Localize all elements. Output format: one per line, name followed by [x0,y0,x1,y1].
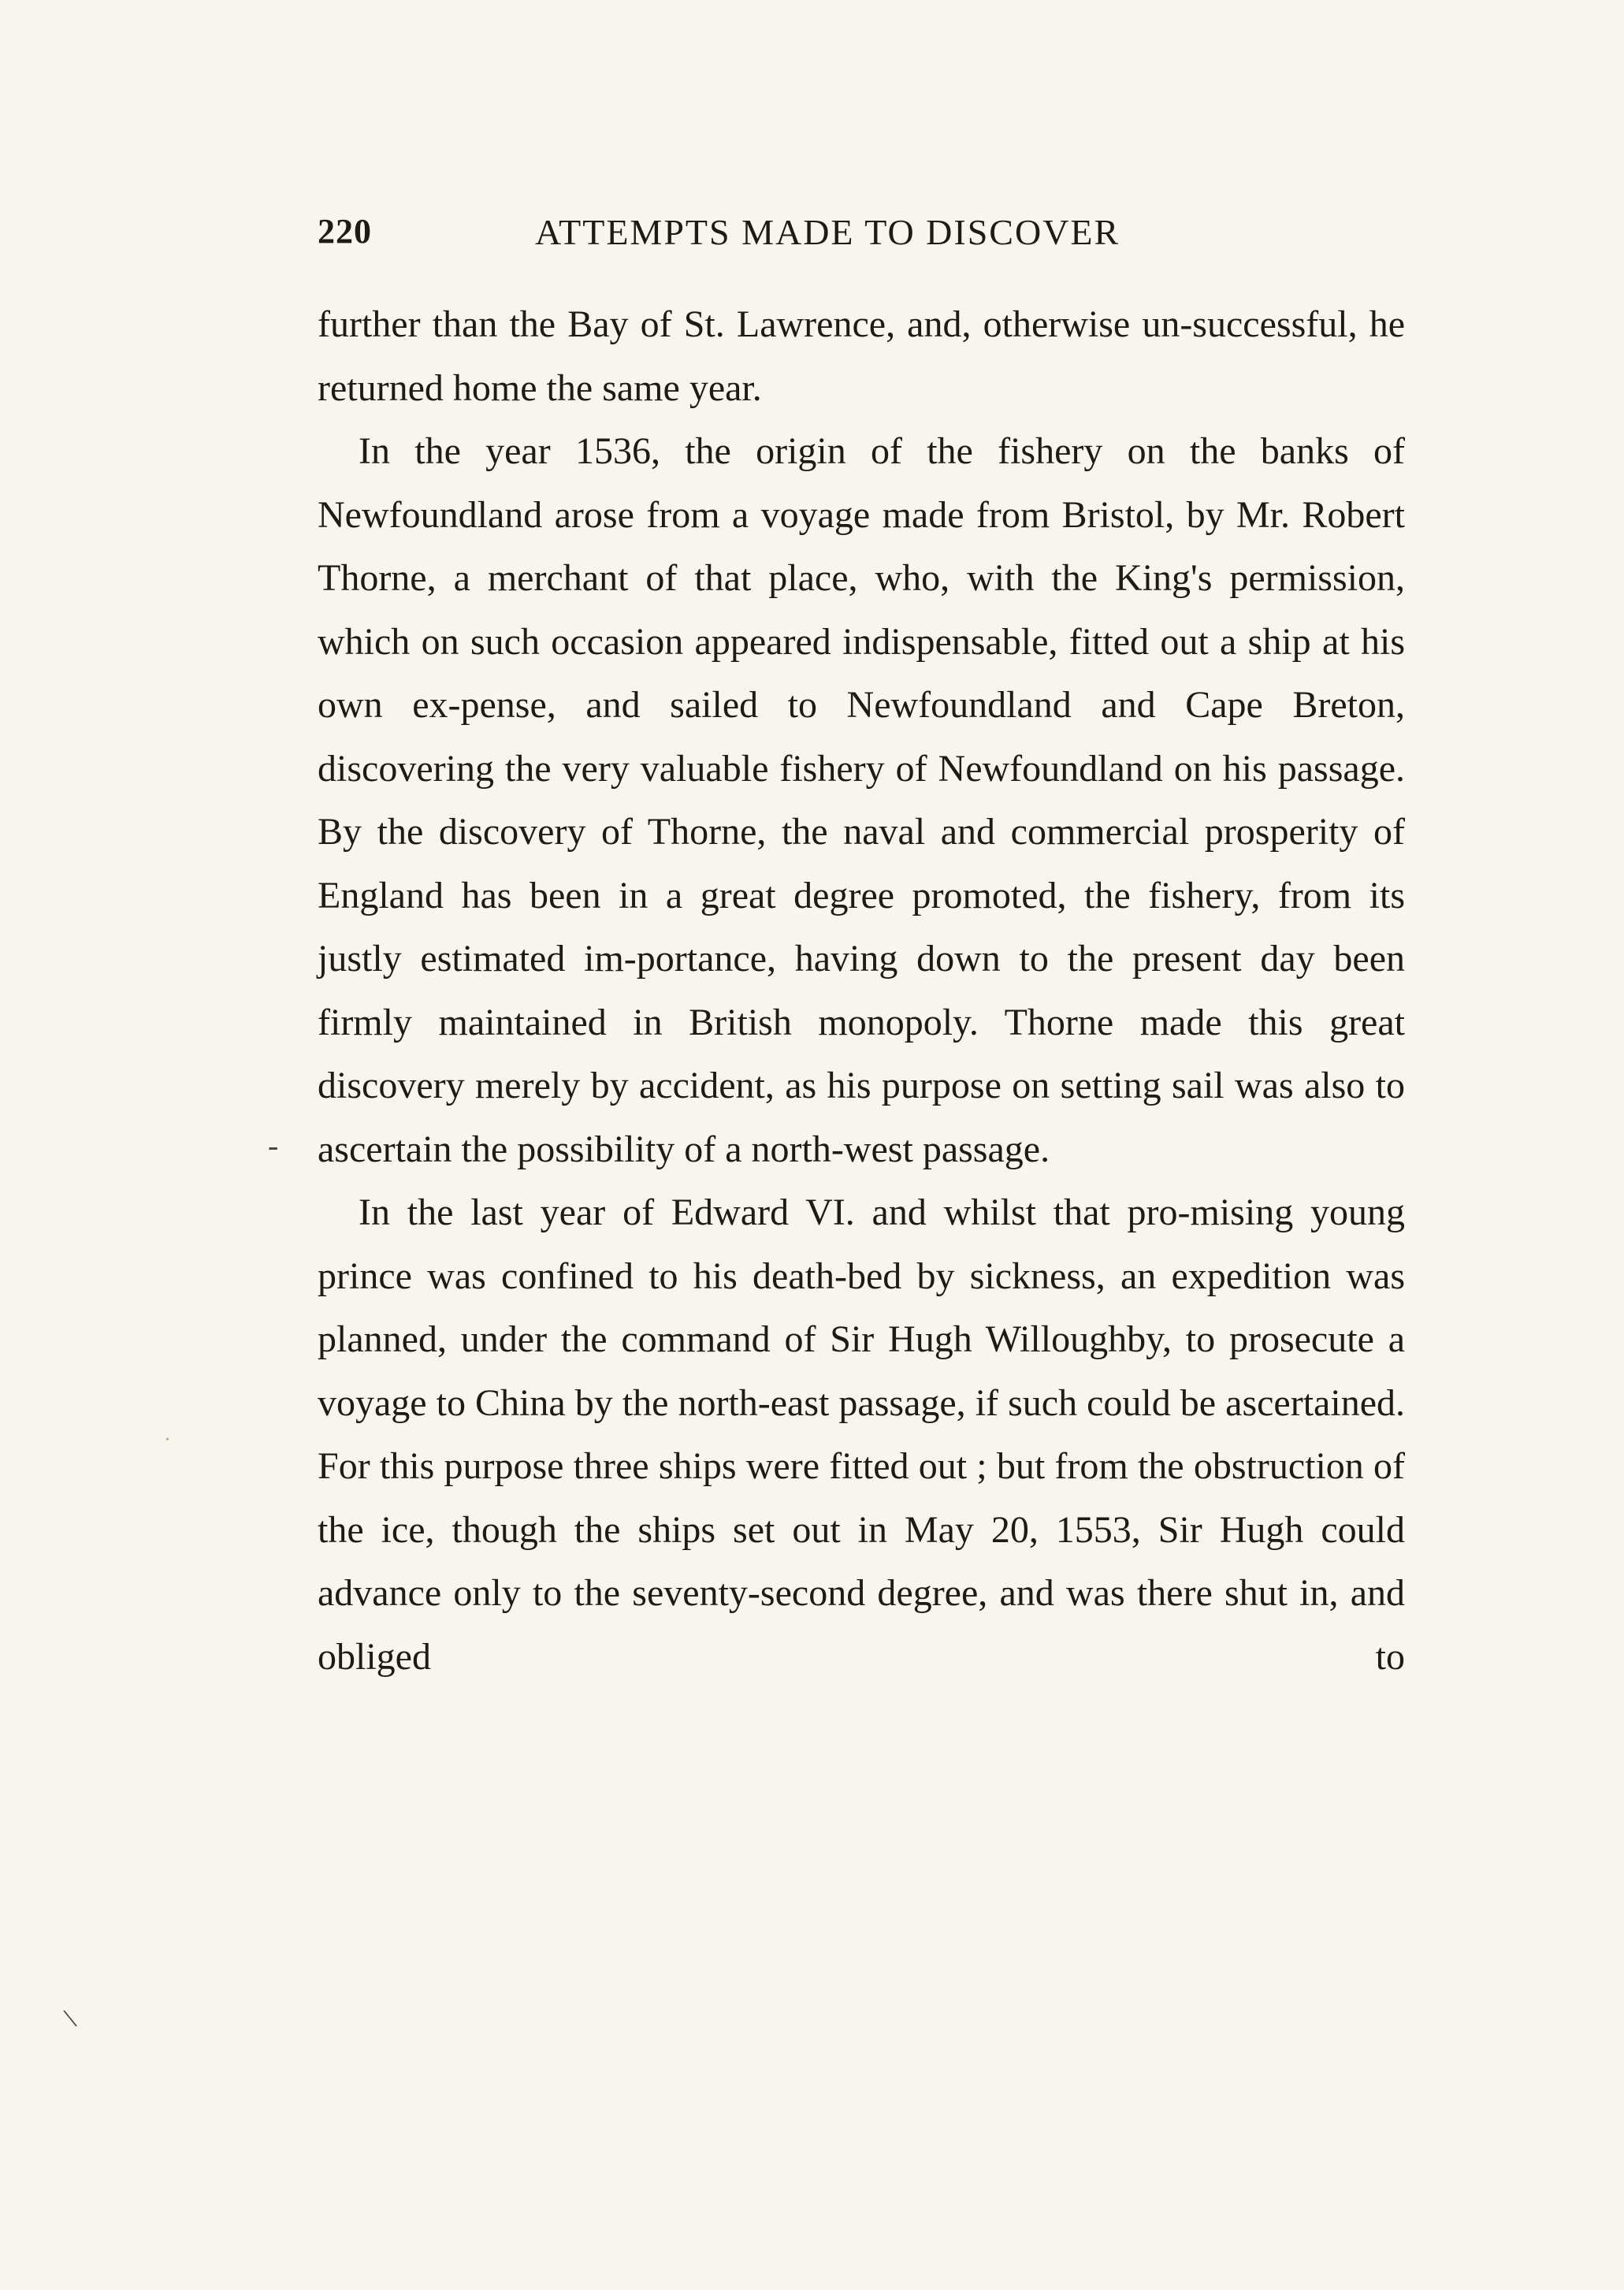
body-text [318,293,1405,1689]
margin-dot-mark: • [165,1434,169,1446]
margin-slash-mark: \ [61,2002,80,2035]
page-number: 220 [318,212,372,251]
margin-dash-mark: - [268,1128,279,1163]
paragraph-2: In the year 1536, the origin of the fishery on the banks of Newfoundland arose from a voyage made from Bristol, by Mr. Robert Thorne, a merchant of that place, who, with the King's permission, which on such occasion appeared indispensable, fitted out a ship at his own ex-pense, and sailed to Newfoundland and Cape Breton, discovering the very valuable fishery of Newfoundland on his passage. By the discovery of Thorne, the naval and commercial prosperity of England has been in a great degree promoted, the fishery, from its justly estimated im-portance, having down to the present day been firmly maintained in British monopoly. Thorne made this great discovery merely by accident, as his purpose on setting sail was also to ascertain the possibility of a north-west passage. [318,430,1405,1170]
paragraph-3: In the last year of Edward VI. and whilst that pro-mising young prince was confined to his death-bed by sickness, an expedition was planned, under the command of Sir Hugh Willoughby, to prosecute a voyage to China by the north-east passage, if such could be ascertained. For this purpose three ships were fitted out ; but from the obstruction of the ice, though the ships set out in May 20, 1553, Sir Hugh could advance only to the seventy-second degree, and was there shut in, and obliged to [318,1191,1405,1678]
page-header [318,211,1405,266]
running-head: ATTEMPTS MADE TO DISCOVER [535,212,1120,252]
paragraph-1: further than the Bay of St. Lawrence, and, otherwise un-successful, he returned home the same year. [318,303,1405,409]
